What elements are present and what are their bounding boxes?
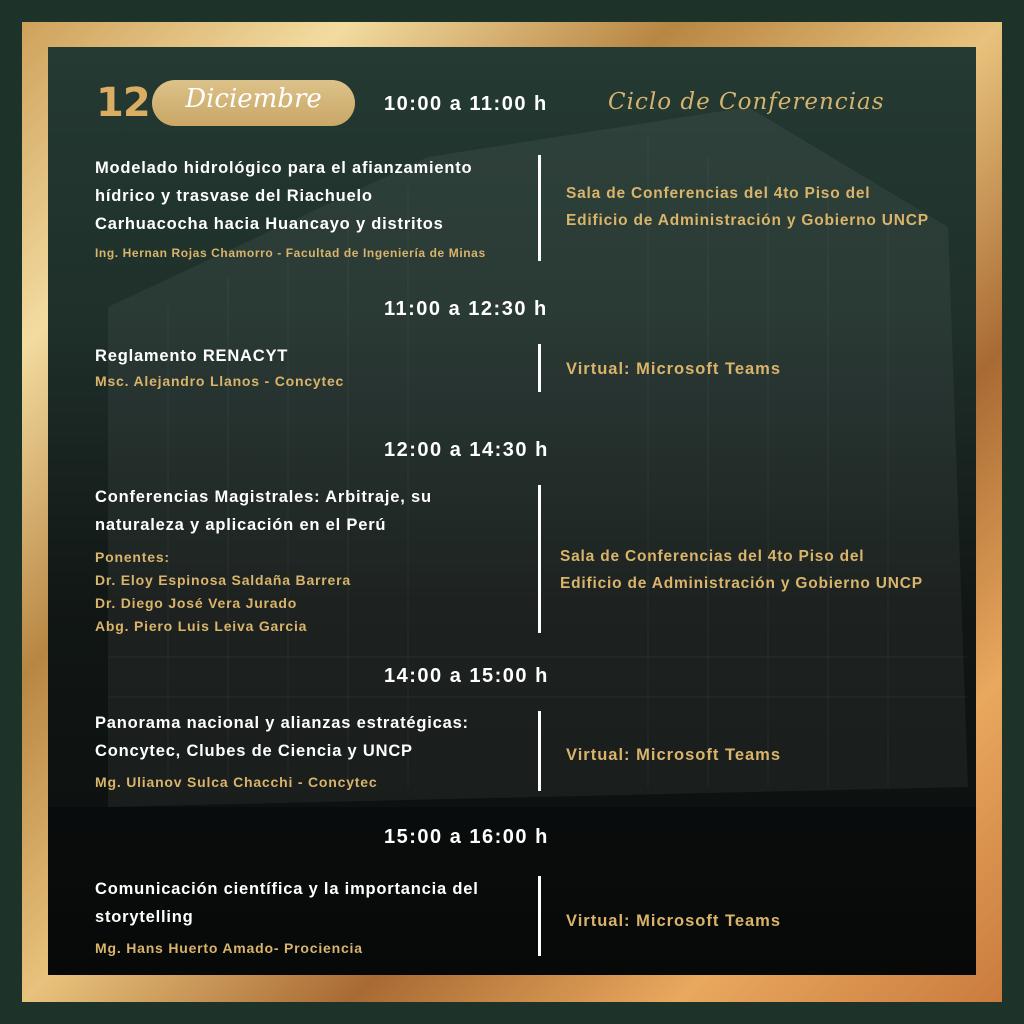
month-badge xyxy=(152,80,355,126)
session-title: Reglamento RENACYT xyxy=(95,347,289,365)
session-speaker: Mg. Hans Huerto Amado- Prociencia xyxy=(95,940,363,956)
divider-line xyxy=(538,711,541,791)
date-day: 12 xyxy=(96,80,150,126)
session-speaker: Mg. Ulianov Sulca Chacchi - Concytec xyxy=(95,774,378,790)
session-venue: Virtual: Microsoft Teams xyxy=(566,746,782,764)
series-title: Ciclo de Conferencias xyxy=(608,89,885,115)
session-title: Panorama nacional y alianzas estratégicas: Concytec, Clubes de Ciencia y UNCP xyxy=(95,714,469,760)
session-time: 14:00 a 15:00 h xyxy=(384,665,549,687)
session-venue: Virtual: Microsoft Teams xyxy=(566,360,782,378)
session-time: 15:00 a 16:00 h xyxy=(384,826,549,848)
speaker-name: Dr. Eloy Espinosa Saldaña Barrera xyxy=(95,572,351,588)
session-venue: Sala de Conferencias del 4to Piso del Edificio de Administración y Gobierno UNCP xyxy=(566,185,929,229)
speaker-name: Dr. Diego José Vera Jurado xyxy=(95,595,298,611)
session-speaker: Ing. Hernan Rojas Chamorro - Facultad de Ingeniería de Minas xyxy=(95,246,486,260)
divider-line xyxy=(538,155,541,261)
date-month: Diciembre xyxy=(185,84,322,114)
session-time: 11:00 a 12:30 h xyxy=(384,298,548,320)
divider-line xyxy=(538,876,541,956)
divider-line xyxy=(538,344,541,392)
session-time: 12:00 a 14:30 h xyxy=(384,439,549,461)
session-venue: Virtual: Microsoft Teams xyxy=(566,912,782,930)
session-speakers xyxy=(95,546,351,638)
session-speaker: Msc. Alejandro Llanos - Concytec xyxy=(95,373,345,389)
divider-line xyxy=(538,485,541,633)
session-time: 10:00 a 11:00 h xyxy=(384,93,548,115)
session-title: Conferencias Magistrales: Arbitraje, su naturaleza y aplicación en el Perú xyxy=(95,488,432,534)
session-venue: Sala de Conferencias del 4to Piso del Edificio de Administración y Gobierno UNCP xyxy=(560,548,923,592)
speakers-label: Ponentes: xyxy=(95,549,170,565)
session-title: Comunicación científica y la importancia del storytelling xyxy=(95,880,479,926)
session-title: Modelado hidrológico para el afianzamiento hídrico y trasvase del Riachuelo Carhuacocha hacia Huancayo y distritos xyxy=(95,159,473,233)
speaker-name: Abg. Piero Luis Leiva Garcia xyxy=(95,618,308,634)
